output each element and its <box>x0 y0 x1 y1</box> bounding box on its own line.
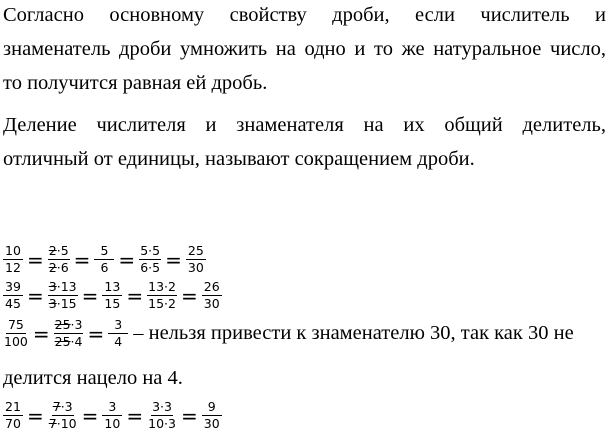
denominator: 6·5 <box>140 260 161 275</box>
fraction <box>138 244 162 275</box>
denominator: 15·2 <box>148 296 176 311</box>
numerator: 10 <box>3 244 23 260</box>
equals-sign: = <box>87 321 105 346</box>
numerator: 3·3 <box>152 399 172 414</box>
remaining-factor: ·13 <box>56 279 77 294</box>
denominator: 30 <box>187 260 204 275</box>
remaining-factor: ·3 <box>70 317 83 332</box>
denominator: 100 <box>4 334 28 349</box>
numerator: 21 <box>3 400 23 416</box>
numerator: 13 <box>102 280 122 296</box>
paragraph-1-line-3: то получится равная ей дробь. <box>3 72 268 94</box>
paragraph-1-line-2: знаменатель дроби умножить на одно и то же натуральное число, <box>3 38 606 60</box>
denominator <box>48 260 70 275</box>
fraction-cancelled <box>47 244 71 275</box>
denominator: 10·3 <box>148 416 176 431</box>
equals-sign: = <box>180 283 198 308</box>
cancelled-factor: 25 <box>54 334 71 349</box>
equals-sign: = <box>180 403 198 428</box>
denominator <box>48 296 78 311</box>
numerator: 9 <box>202 400 222 416</box>
fraction <box>101 280 123 311</box>
numerator: 3 <box>102 400 122 416</box>
equals-sign: = <box>165 247 182 272</box>
equation-3 <box>2 318 574 349</box>
fraction <box>146 280 178 311</box>
denominator: 30 <box>203 416 220 431</box>
equals-sign: = <box>118 247 136 272</box>
numerator: 3 <box>108 318 128 334</box>
denominator <box>54 334 84 349</box>
fraction <box>185 244 207 275</box>
numerator <box>48 244 70 260</box>
numerator <box>54 318 84 334</box>
denominator: 70 <box>5 416 21 431</box>
numerator: 5 <box>94 244 114 260</box>
numerator: 5·5 <box>140 243 161 258</box>
denominator: 6 <box>100 260 109 275</box>
remaining-factor: ·15 <box>56 296 77 311</box>
fraction <box>101 400 123 431</box>
denominator <box>48 416 78 431</box>
paragraph-2-line-2: отличный от единицы, называют сокращением дроби. <box>3 148 475 170</box>
fraction <box>146 400 178 431</box>
denominator: 45 <box>5 296 21 311</box>
equals-sign: = <box>126 403 144 428</box>
fraction-cancelled <box>47 400 79 431</box>
equals-sign: = <box>27 283 44 308</box>
fraction <box>201 280 223 311</box>
remaining-factor: ·5 <box>56 243 69 258</box>
equation-3-note-continuation: делится нацело на 4. <box>3 367 183 389</box>
fraction <box>2 400 24 431</box>
numerator: 26 <box>202 280 222 296</box>
fraction <box>2 280 24 311</box>
denominator: 10 <box>104 416 121 431</box>
numerator: 25 <box>186 244 206 260</box>
fraction-cancelled <box>47 280 79 311</box>
paragraph-2-line-1: Деление числителя и знаменателя на их общий делитель, <box>3 114 606 136</box>
denominator: 30 <box>203 296 220 311</box>
cancelled-factor: 3 <box>48 279 57 294</box>
denominator: 4 <box>114 334 123 349</box>
equation-1 <box>2 244 207 275</box>
numerator <box>48 280 78 296</box>
cancelled-factor: 2 <box>48 243 57 258</box>
fraction <box>201 400 223 431</box>
equation-4 <box>2 400 223 431</box>
equation-2 <box>2 280 223 311</box>
equation-3-note: – нельзя привести к знаменателю 30, так как 30 не <box>133 322 574 344</box>
remaining-factor: ·4 <box>70 334 83 349</box>
remaining-factor: ·6 <box>56 260 69 275</box>
fraction <box>93 244 115 275</box>
equals-sign: = <box>81 283 99 308</box>
remaining-factor: ·3 <box>60 399 73 414</box>
equals-sign: = <box>27 247 44 272</box>
equals-sign: = <box>81 403 99 428</box>
fraction <box>2 244 24 275</box>
paragraph-1-line-1: Согласно основному свойству дроби, если числитель и <box>3 4 606 26</box>
numerator <box>52 400 74 416</box>
fraction-cancelled <box>53 318 85 349</box>
cancelled-factor: 3 <box>48 296 57 311</box>
equals-sign: = <box>73 247 91 272</box>
remaining-factor: ·10 <box>56 416 77 431</box>
fraction <box>2 318 30 349</box>
equals-sign: = <box>32 321 50 346</box>
cancelled-factor: 2 <box>48 260 57 275</box>
cancelled-factor: 25 <box>54 317 71 332</box>
cancelled-factor: 7 <box>48 416 57 431</box>
numerator: 75 <box>6 318 26 334</box>
equals-sign: = <box>126 283 144 308</box>
equals-sign: = <box>27 403 44 428</box>
fraction <box>107 318 129 349</box>
numerator: 13·2 <box>148 279 176 294</box>
numerator: 39 <box>3 280 23 296</box>
denominator: 12 <box>5 260 21 275</box>
denominator: 15 <box>104 296 121 311</box>
cancelled-factor: 7 <box>52 399 61 414</box>
